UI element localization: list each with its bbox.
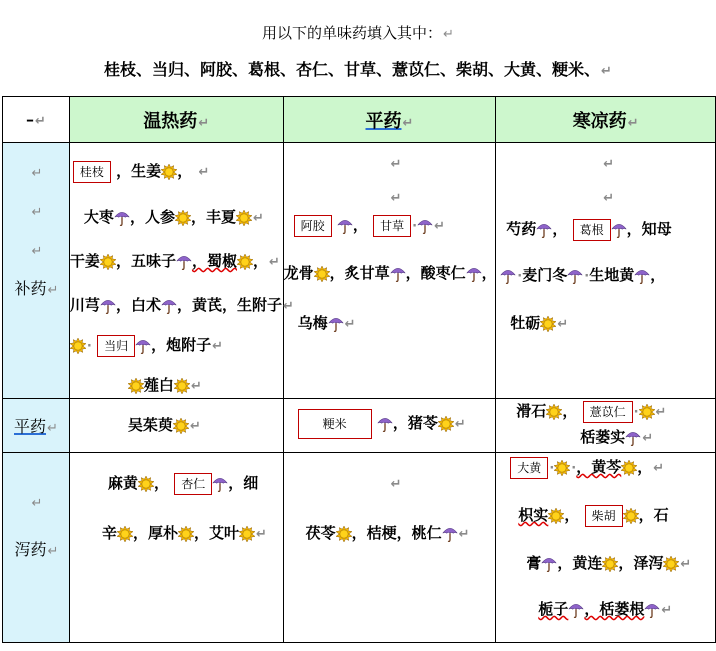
sun-icon (173, 418, 189, 434)
cell-text-line: 乌梅 ↵ (297, 314, 356, 332)
sun-icon (236, 210, 252, 226)
answer-box-gancao[interactable]: 甘草 (373, 215, 411, 237)
cell-text-line: 粳米 ，猪苓 ↵ (298, 409, 466, 439)
sun-icon (314, 266, 330, 282)
cell-text-line: · 当归 ，炮附子↵ (70, 335, 223, 357)
cell-text-line: ↵ (603, 191, 615, 206)
cell-neutral-warm (69, 399, 283, 453)
herb-table (2, 96, 716, 643)
cell-text-line: 大黄 · ·，黄芩 ，↵ (510, 457, 664, 479)
answer-box-ejiao[interactable]: 阿胶 (294, 215, 332, 237)
sun-icon (546, 404, 562, 420)
umbrella-icon (442, 525, 458, 543)
umbrella-icon (541, 555, 557, 573)
umbrella-icon (417, 217, 433, 235)
cell-text-line: 辛 ，厚朴 ，艾叶 ↵ (101, 524, 267, 542)
sun-icon (70, 338, 86, 354)
cell-text-line: 栀子 ，栝蒌根 ↵ (538, 600, 673, 618)
cell-text-line: ↵ (603, 157, 615, 172)
sun-icon (438, 416, 454, 432)
umbrella-icon (644, 601, 660, 619)
cell-text-line: ↵ (390, 191, 402, 206)
umbrella-icon (568, 601, 584, 619)
umbrella-icon (625, 429, 641, 447)
cell-purge-cold (496, 453, 716, 643)
cell-text-line: 茯苓 ，桔梗，桃仁 ↵ (305, 524, 470, 542)
umbrella-icon (161, 297, 177, 315)
answer-box-yiyiren[interactable]: 薏苡仁 (583, 401, 633, 423)
umbrella-icon (212, 475, 228, 493)
answer-box-guizhi[interactable]: 桂枝 (73, 161, 111, 183)
sun-icon (548, 508, 564, 524)
cell-text-line: 牡砺 ↵ (510, 314, 569, 332)
sun-icon (161, 164, 177, 180)
sun-icon (138, 476, 154, 492)
corner-cell: –↵ (3, 97, 70, 143)
umbrella-icon (611, 221, 627, 239)
answer-box-gegen[interactable]: 葛根 (573, 219, 611, 241)
cell-text-line: ↵ (390, 477, 402, 492)
cell-text-line: 桂枝 ，生姜 ， ↵ (73, 161, 209, 183)
row-header-neutral: 平药↵ (3, 399, 70, 453)
answer-box-jingmi[interactable]: 粳米 (298, 409, 372, 439)
row-header-purge: ↵ 泻药↵ (3, 453, 70, 643)
cell-text-line: 阿胶 ， 甘草 · ↵ (294, 215, 445, 237)
row-header-tonic: ↵ ↵ ↵ 补药↵ (3, 143, 70, 399)
header-cold: 寒凉药↵ (496, 97, 716, 143)
cell-text-line: 滑石 ， 薏苡仁 · ↵ (516, 401, 666, 423)
cell-text-line: 吴茱萸 ↵ (127, 416, 201, 434)
umbrella-icon (390, 265, 406, 283)
sun-icon (175, 210, 191, 226)
answer-box-dahuang[interactable]: 大黄 (510, 457, 548, 479)
sun-icon (540, 316, 556, 332)
cell-text-line: ↵ (390, 157, 402, 172)
sun-icon (178, 526, 194, 542)
cell-tonic-neutral (283, 143, 496, 399)
cell-text-line: 龙骨 ，炙甘草 ，酸枣仁 ， (283, 264, 497, 282)
cell-neutral-cold (496, 399, 716, 453)
answer-box-chaihu[interactable]: 柴胡 (585, 505, 623, 527)
cell-text-line: 芍药 ， 葛根 ，知母 (506, 219, 671, 241)
cell-text-line: 栝蒌实 ↵ (580, 428, 654, 446)
instruction-line-1: 用以下的单味药填入其中：↵ (262, 24, 454, 42)
sun-icon (621, 460, 637, 476)
umbrella-icon (536, 221, 552, 239)
cell-text-line: 薤白 ↵ (128, 375, 202, 397)
cell-text-line: 川芎 ，白术 ，黄芪，生附子↵ (69, 296, 294, 314)
cell-purge-neutral (283, 453, 496, 643)
umbrella-icon (114, 209, 130, 227)
umbrella-icon (337, 217, 353, 235)
umbrella-icon (500, 267, 516, 285)
cell-text-line: 大枣 ，人参 ，丰夏 ↵ (83, 208, 264, 226)
sun-icon (639, 404, 655, 420)
umbrella-icon (328, 315, 344, 333)
cell-text-line: 麻黄 ， 杏仁 ，细 (108, 473, 258, 495)
umbrella-icon (567, 267, 583, 285)
cell-text-line: 枳实 ， 柴胡 ，石 (518, 505, 668, 527)
sun-icon (117, 526, 133, 542)
sun-icon (239, 526, 255, 542)
sun-icon (602, 556, 618, 572)
cell-text-line: 干姜 ，五味子 ，蜀椒 ，↵ (69, 252, 280, 270)
umbrella-icon (377, 415, 393, 433)
cell-neutral-neutral (283, 399, 496, 453)
answer-box-xingren[interactable]: 杏仁 (174, 473, 212, 495)
cell-tonic-cold (496, 143, 716, 399)
umbrella-icon (634, 267, 650, 285)
umbrella-icon (466, 265, 482, 283)
instructions-area (0, 0, 716, 96)
cell-purge-warm (69, 453, 283, 643)
sun-icon (237, 254, 253, 270)
sun-icon (663, 556, 679, 572)
umbrella-icon (176, 253, 192, 271)
sun-icon (174, 378, 190, 394)
sun-icon (554, 460, 570, 476)
sun-icon (336, 526, 352, 542)
header-neutral: 平药↵ (283, 97, 496, 143)
sun-icon (623, 508, 639, 524)
sun-icon (100, 254, 116, 270)
cell-tonic-warm (69, 143, 294, 399)
sun-icon (128, 378, 144, 394)
instruction-line-2: 桂枝、当归、阿胶、葛根、杏仁、甘草、薏苡仁、柴胡、大黄、粳米、↵ (104, 60, 612, 79)
cell-text-line: ·麦门冬 ·生地黄 ， (500, 265, 665, 287)
cell-text-line: 膏 ，黄连 ，泽泻 ↵ (526, 554, 692, 572)
umbrella-icon (135, 337, 151, 355)
umbrella-icon (100, 297, 116, 315)
answer-box-danggui[interactable]: 当归 (97, 335, 135, 357)
header-warm: 温热药↵ (69, 97, 283, 143)
